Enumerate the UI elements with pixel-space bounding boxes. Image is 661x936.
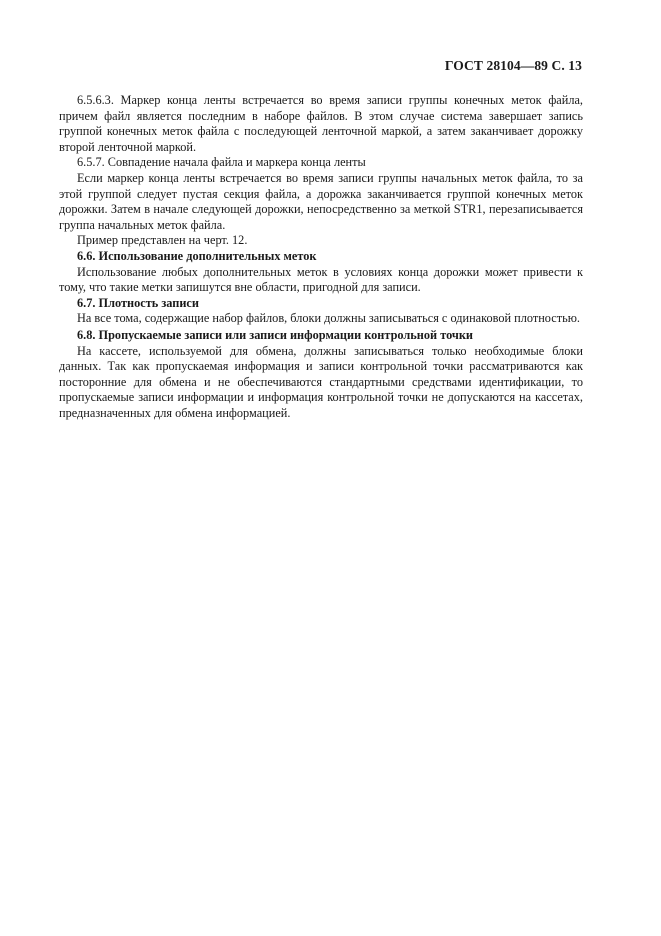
running-head: ГОСТ 28104—89 С. 13 xyxy=(444,58,582,73)
paragraph-6-6-body: Использование любых дополнительных меток в условиях конца дорожки может привести к тому, что такие метки запишутся вне области, пригодной для записи. xyxy=(59,264,583,295)
paragraph-6-5-7-title: 6.5.7. Совпадение начала файла и маркера конца ленты xyxy=(77,155,366,170)
paragraph-6-8-body: На кассете, используемой для обмена, должны записываться только необходимые блоки данных. Так как пропускаемая информация и записи контрольной точки рассматриваются как посторонние для обмена и не обеспечиваются стандартными средствами идентификации, то пропускаемые записи информации и информация контрольной точки не допускаются на кассетах, предназначенных для обмена информацией. xyxy=(59,343,583,420)
section-heading-6-7: 6.7. Плотность записи xyxy=(77,295,199,310)
document-body xyxy=(59,93,583,421)
paragraph-6-7-body: На все тома, содержащие набор файлов, блоки должны записываться с одинаковой плотностью. xyxy=(77,311,580,326)
paragraph-6-5-6-3: 6.5.6.3. Маркер конца ленты встречается во время записи группы конечных меток файла, причем файл является последним в наборе файлов. В этом случае система завершает запись группой конечных меток файла с последующей ленточной маркой, а затем заканчивает дорожку второй ленточной маркой. xyxy=(59,93,583,154)
section-heading-6-6: 6.6. Использование дополнительных меток xyxy=(77,248,317,263)
paragraph-6-5-7-body: Если маркер конца ленты встречается во время записи группы начальных меток файла, то за этой группой следует пустая секция файла, а дорожка заканчивается группой конечных меток дорожки. Затем в начале следующей дорожки, непосредственно за меткой STR1, перезаписывается группа начальных меток файла. xyxy=(59,170,583,232)
paragraph-example-reference: Пример представлен на черт. 12. xyxy=(77,233,248,248)
section-heading-6-8: 6.8. Пропускаемые записи или записи информации контрольной точки xyxy=(77,327,474,342)
